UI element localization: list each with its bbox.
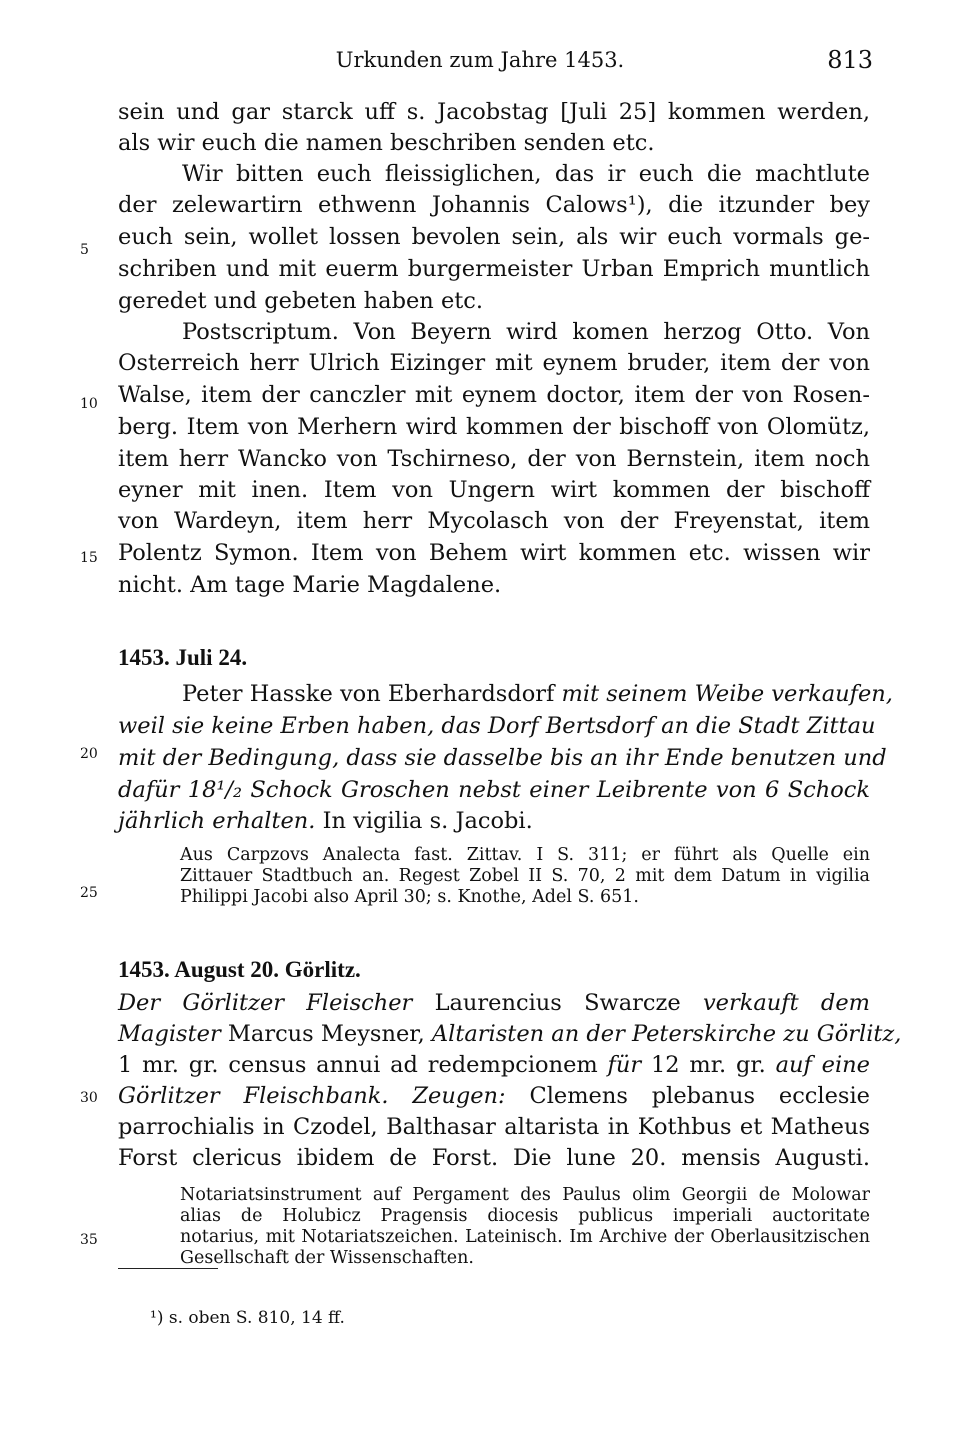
summary-italic: mit seinem Weibe verkaufen, — [561, 681, 893, 707]
source-note: Philippi Jacobi also April 30; s. Knothe, Adel S. 651. — [180, 887, 639, 907]
summary-italic: verkauft dem — [702, 990, 870, 1016]
text-line: Walse, item der canczler mit eynem doctor, item der von Rosen- — [118, 382, 870, 408]
summary-italic: weil sie keine Erben haben, das Dorf Bertsdorf an die Stadt Zittau — [118, 713, 876, 739]
text-line: schriben und mit euerm burgermeister Urban Emprich muntlich — [118, 256, 870, 282]
source-note: Zittauer Stadtbuch an. Regest Zobel II S. 70, 2 mit dem Datum in vigilia — [180, 866, 870, 886]
summary-line — [182, 679, 893, 709]
summary-line — [118, 1081, 870, 1111]
line-number: 10 — [80, 396, 98, 412]
summary-italic: Altaristen an der Peterskirche zu Görlitz, — [431, 1021, 902, 1047]
footnote-rule — [118, 1268, 218, 1269]
summary-text: In vigilia s. Jacobi. — [315, 808, 533, 834]
source-note: notarius, mit Notariatszeichen. Lateinisch. Im Archive der Oberlausitzischen — [180, 1227, 870, 1247]
summary-text: Peter Hasske von Eberhardsdorf — [182, 681, 562, 707]
text-line: von Wardeyn, item herr Mycolasch von der Freyenstat, item — [118, 508, 870, 534]
source-note: alias de Holubicz Pragensis diocesis publicus imperiali auctoritate — [180, 1206, 870, 1226]
text-line: berg. Item von Merhern wird kommen der bischoff von Olomütz, — [118, 414, 870, 440]
summary-line: Forst clericus ibidem de Forst. Die lune 20. mensis Augusti. — [118, 1145, 870, 1171]
summary-italic: Görlitzer Fleischbank. Zeugen: — [118, 1083, 506, 1109]
text-line: als wir euch die namen beschriben senden etc. — [118, 130, 655, 156]
text-line: nicht. Am tage Marie Magdalene. — [118, 572, 502, 598]
text-line: Wir bitten euch fleissiglichen, das ir euch die machtlute — [182, 161, 870, 187]
line-number: 25 — [80, 885, 98, 901]
text-line: item herr Wancko von Tschirneso, der von Bernstein, item noch — [118, 446, 870, 472]
entry-heading: 1453. Juli 24. — [118, 645, 248, 670]
summary-line — [118, 1050, 870, 1080]
summary-italic: auf eine — [775, 1052, 870, 1078]
line-number: 15 — [80, 550, 98, 566]
page-number: 813 — [827, 46, 873, 74]
entry-heading: 1453. August 20. Görlitz. — [118, 957, 361, 982]
summary-text: Clemens plebanus ecclesie — [505, 1083, 870, 1109]
summary-line — [118, 806, 533, 836]
source-note: Notariatsinstrument auf Pergament des Paulus olim Georgii de Molowar — [180, 1185, 870, 1205]
summary-italic: jährlich erhalten. — [118, 808, 316, 834]
summary-text: Laurencius Swarcze — [412, 990, 703, 1016]
summary-text: Marcus Meysner, — [220, 1021, 432, 1047]
text-line: euch sein, wollet lossen bevolen sein, als wir euch vormals ge- — [118, 224, 870, 250]
running-title: Urkunden zum Jahre 1453. — [335, 48, 625, 72]
text-line: eyner mit inen. Item von Ungern wirt kommen der bischoff — [118, 477, 870, 503]
summary-text: 12 mr. gr. — [641, 1052, 776, 1078]
summary-line — [118, 1019, 902, 1049]
line-number: 20 — [80, 746, 98, 762]
summary-line: parrochialis in Czodel, Balthasar altarista in Kothbus et Matheus — [118, 1114, 870, 1140]
summary-text: 1 mr. gr. census annui ad redempcionem — [118, 1052, 608, 1078]
summary-line — [118, 711, 876, 741]
text-line: Osterreich herr Ulrich Eizinger mit eynem bruder, item der von — [118, 350, 870, 376]
summary-line — [118, 775, 870, 805]
summary-line — [118, 743, 887, 773]
text-line: Polentz Symon. Item von Behem wirt kommen etc. wissen wir — [118, 540, 870, 566]
text-line: Postscriptum. Von Beyern wird komen herzog Otto. Von — [182, 319, 870, 345]
summary-italic: Magister — [118, 1021, 221, 1047]
line-number: 5 — [80, 242, 89, 258]
source-note: Gesellschaft der Wissenschaften. — [180, 1248, 474, 1268]
summary-italic: Der Görlitzer Fleischer — [118, 990, 413, 1016]
text-line: geredet und gebeten haben etc. — [118, 288, 484, 314]
text-line: sein und gar starck uff s. Jacobstag [Juli 25] kommen werden, — [118, 99, 870, 125]
summary-italic: mit der Bedingung, dass sie dasselbe bis an ihr Ende benutzen und — [118, 745, 887, 771]
summary-italic: dafür 18¹/₂ Schock Groschen nebst einer Leibrente von 6 Schock — [118, 777, 870, 803]
line-number: 35 — [80, 1232, 98, 1248]
footnote: ¹) s. oben S. 810, 14 ff. — [150, 1308, 345, 1328]
source-note: Aus Carpzovs Analecta fast. Zittav. I S. 311; er führt als Quelle ein — [180, 845, 870, 865]
text-line: der zelewartirn ethwenn Johannis Calows¹), die itzunder bey — [118, 192, 870, 218]
summary-italic: für — [607, 1052, 642, 1078]
summary-line — [118, 988, 870, 1018]
line-number: 30 — [80, 1090, 98, 1106]
